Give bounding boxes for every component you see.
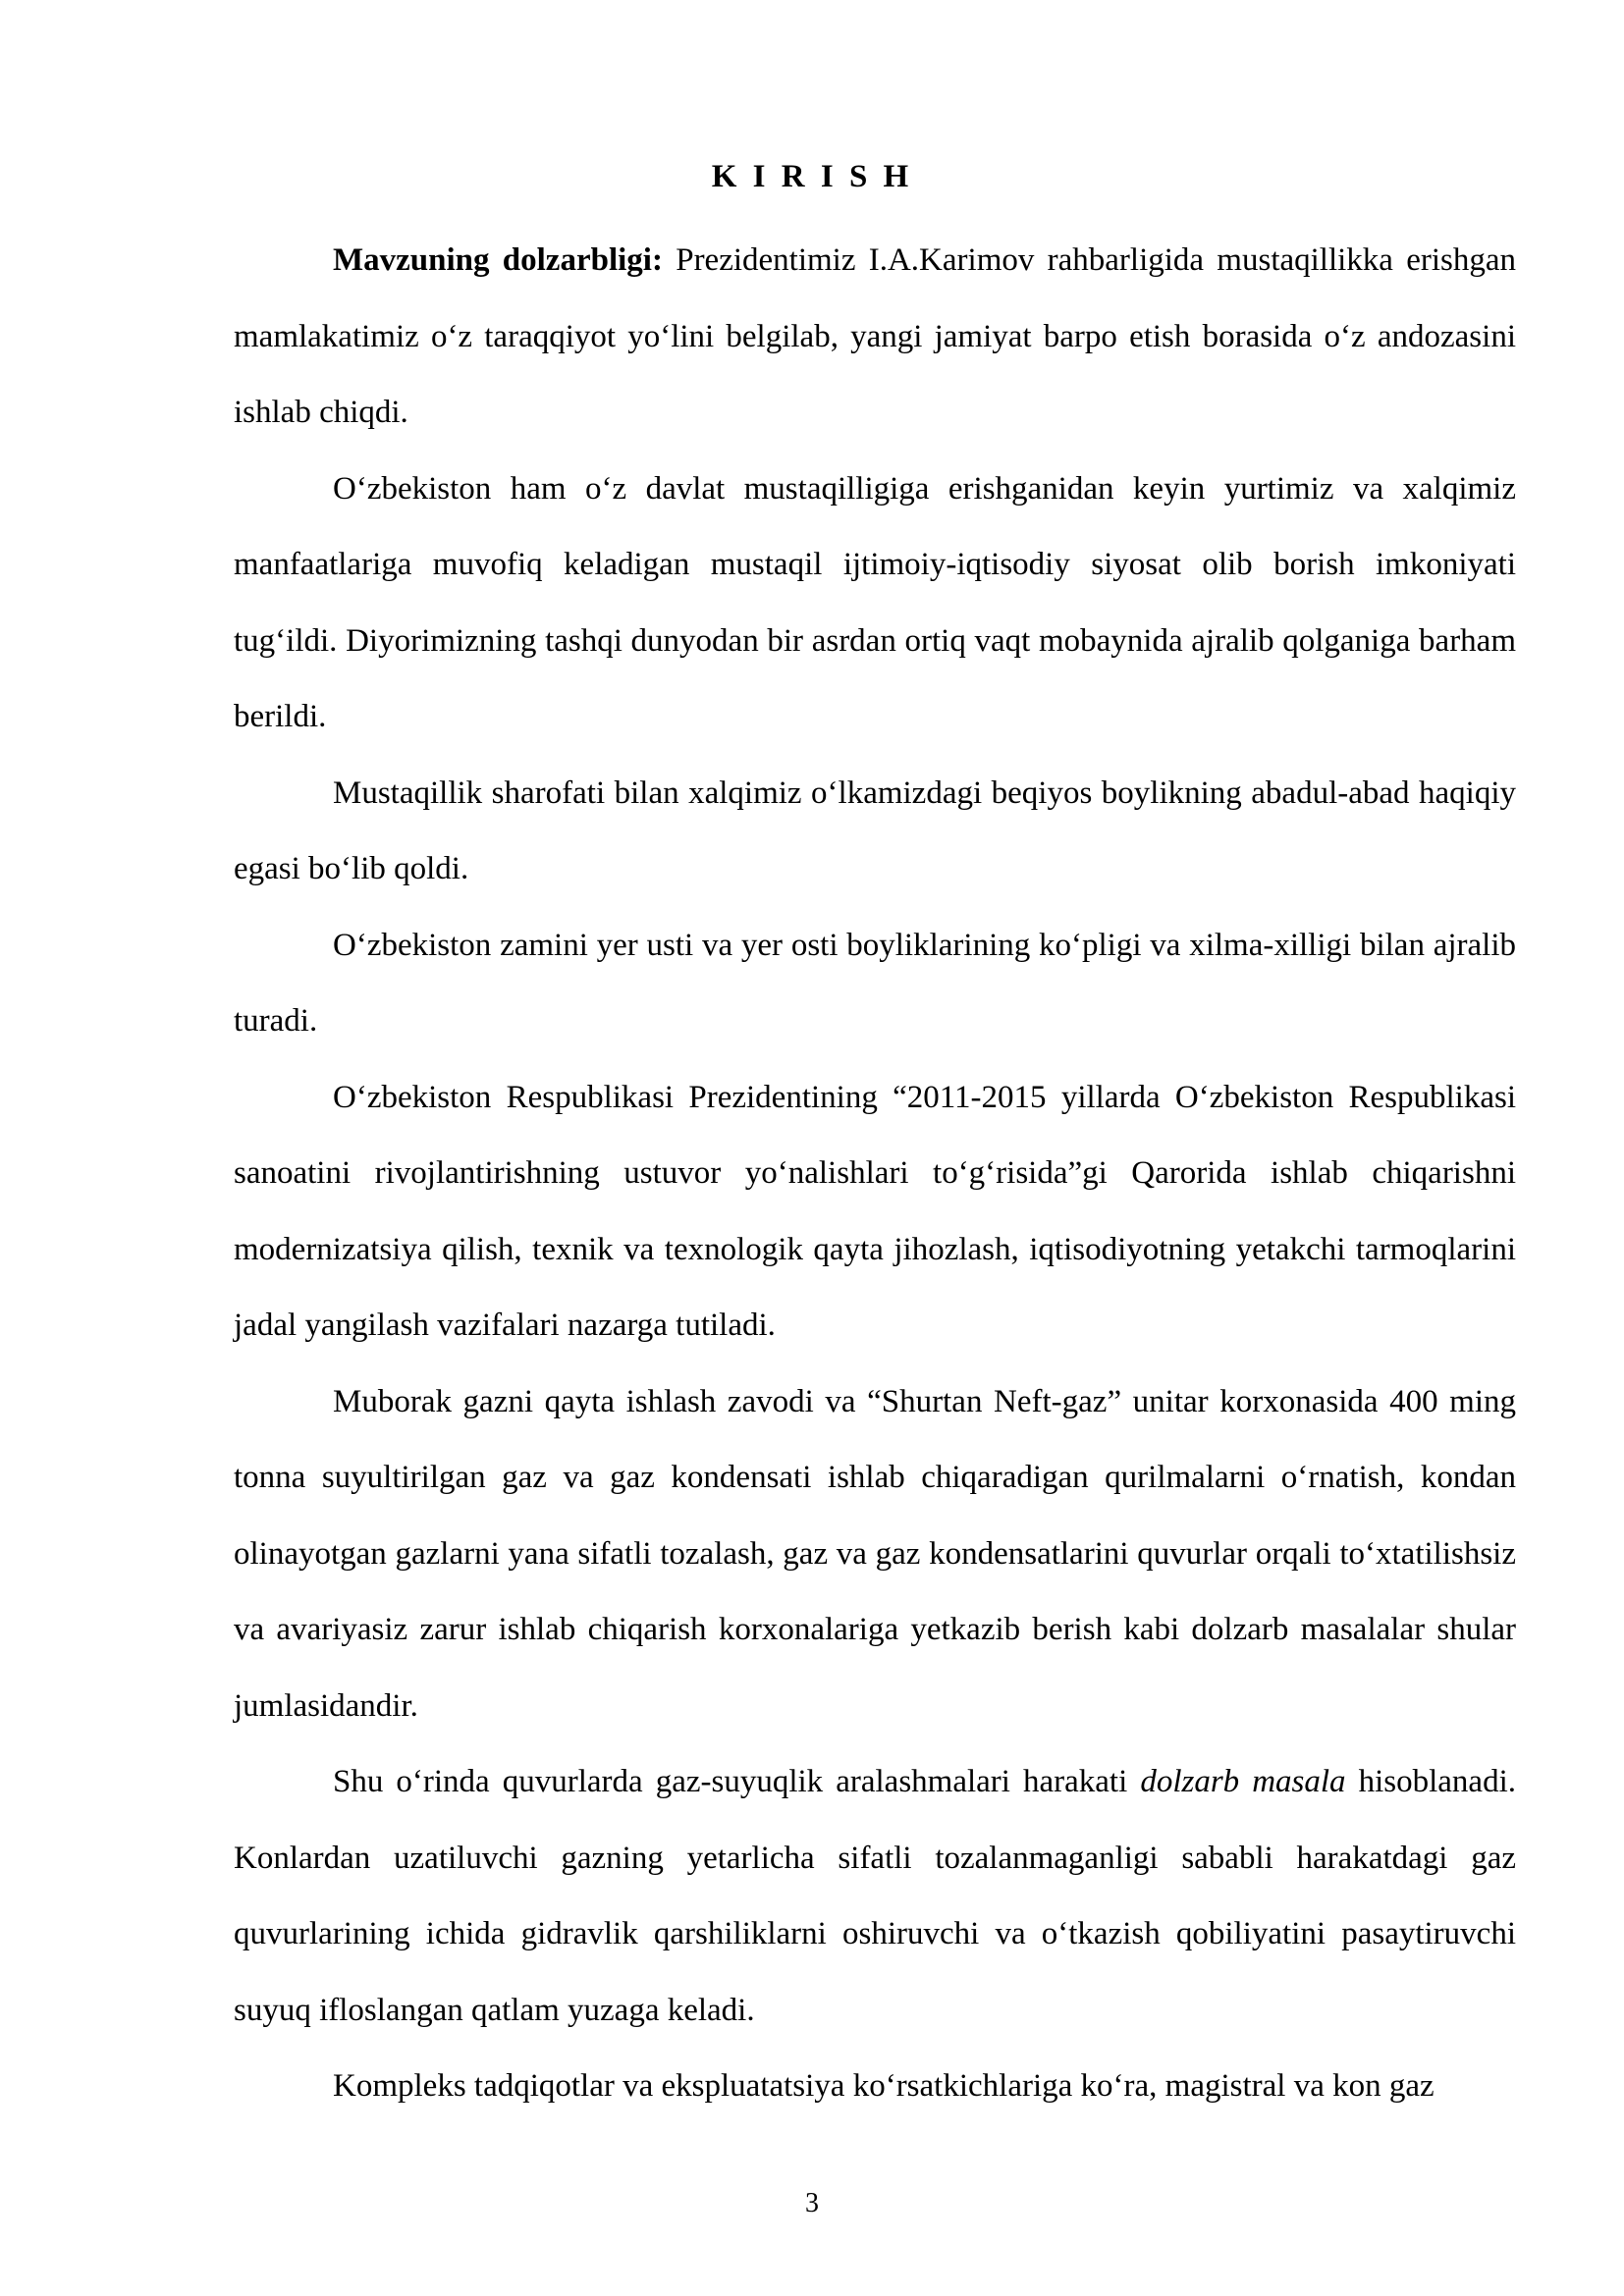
paragraph: Mustaqillik sharofati bilan xalqimiz o‘lkamizdagi beqiyos boylikning abadul-abad haqiqiy egasi bo‘lib qoldi. xyxy=(234,774,1516,886)
paragraph: O‘zbekiston ham o‘z davlat mustaqilligiga erishganidan keyin yurtimiz va xalqimiz manfaatlariga muvofiq keladigan mustaqil ijtimoiy-iqtisodiy siyosat olib borish imkoniyati tug‘ildi. Diyorimizning tashqi dunyodan bir asrdan ortiq vaqt mobaynida ajralib qolganiga barham berildi. xyxy=(234,470,1516,734)
paragraph-italic-text: dolzarb masala xyxy=(1140,1764,1346,1799)
paragraph: O‘zbekiston zamini yer usti va yer osti boyliklarining ko‘pligi va xilma-xilligi bilan ajralib turadi. xyxy=(234,927,1516,1039)
paragraph-lead-bold: Mavzuning dolzarbligi: xyxy=(333,242,663,278)
paragraph-text: hisoblanadi. Konlardan uzatiluvchi gazning yetarlicha sifatli tozalanmaganligi sababli harakatdagi gaz quvurlarining ichida gidravlik qarshiliklarni oshiruvchi va o‘tkazish qobiliyatini pasaytiruvchi suyuq ifloslangan qatlam yuzaga keladi. xyxy=(234,1764,1516,2028)
paragraph-relevance xyxy=(234,223,1516,452)
page-number: 3 xyxy=(805,2188,819,2218)
paragraph: O‘zbekiston Respublikasi Prezidentining “2011-2015 yillarda O‘zbekiston Respublikasi sanoatini rivojlantirishning ustuvor yo‘nalishlari to‘g‘risida”gi Qarorida ishlab chiqarishni modernizatsiya qilish, texnik va texnologik qayta jihozlash, iqtisodiyotning yetakchi tarmoqlarini jadal yangilash vazifalari nazarga tutiladi. xyxy=(234,1079,1516,1343)
paragraph: Kompleks tadqiqotlar va ekspluatatsiya ko‘rsatkichlariga ko‘ra, magistral va kon gaz xyxy=(333,2068,1435,2104)
body-text xyxy=(234,223,1516,2125)
page-title: K I R I S H xyxy=(711,159,913,194)
paragraph: Muborak gazni qayta ishlash zavodi va “Shurtan Neft-gaz” unitar korxonasida 400 ming tonna suyultirilgan gaz va gaz kondensati ishlab chiqaradigan qurilmalarni o‘rnatish, kondan olinayotgan gazlarni yana sifatli tozalash, gaz va gaz kondensatlarini quvurlar orqali to‘xtatilishsiz va avariyasiz zarur ishlab chiqarish korxonalariga yetkazib berish kabi dolzarb masalalar shular jumlasidandir. xyxy=(234,1383,1516,1724)
paragraph xyxy=(234,1744,1516,2049)
paragraph-text: Prezidentimiz I.A.Karimov rahbarligida mustaqillikka erishgan mamlakatimiz o‘z taraqqiyot yo‘lini belgilab, yangi jamiyat barpo etish borasida o‘z andozasini ishlab chiqdi. xyxy=(234,242,1517,430)
paragraph-text: Shu o‘rinda quvurlarda gaz-suyuqlik aralashmalari harakati xyxy=(333,1764,1141,1799)
